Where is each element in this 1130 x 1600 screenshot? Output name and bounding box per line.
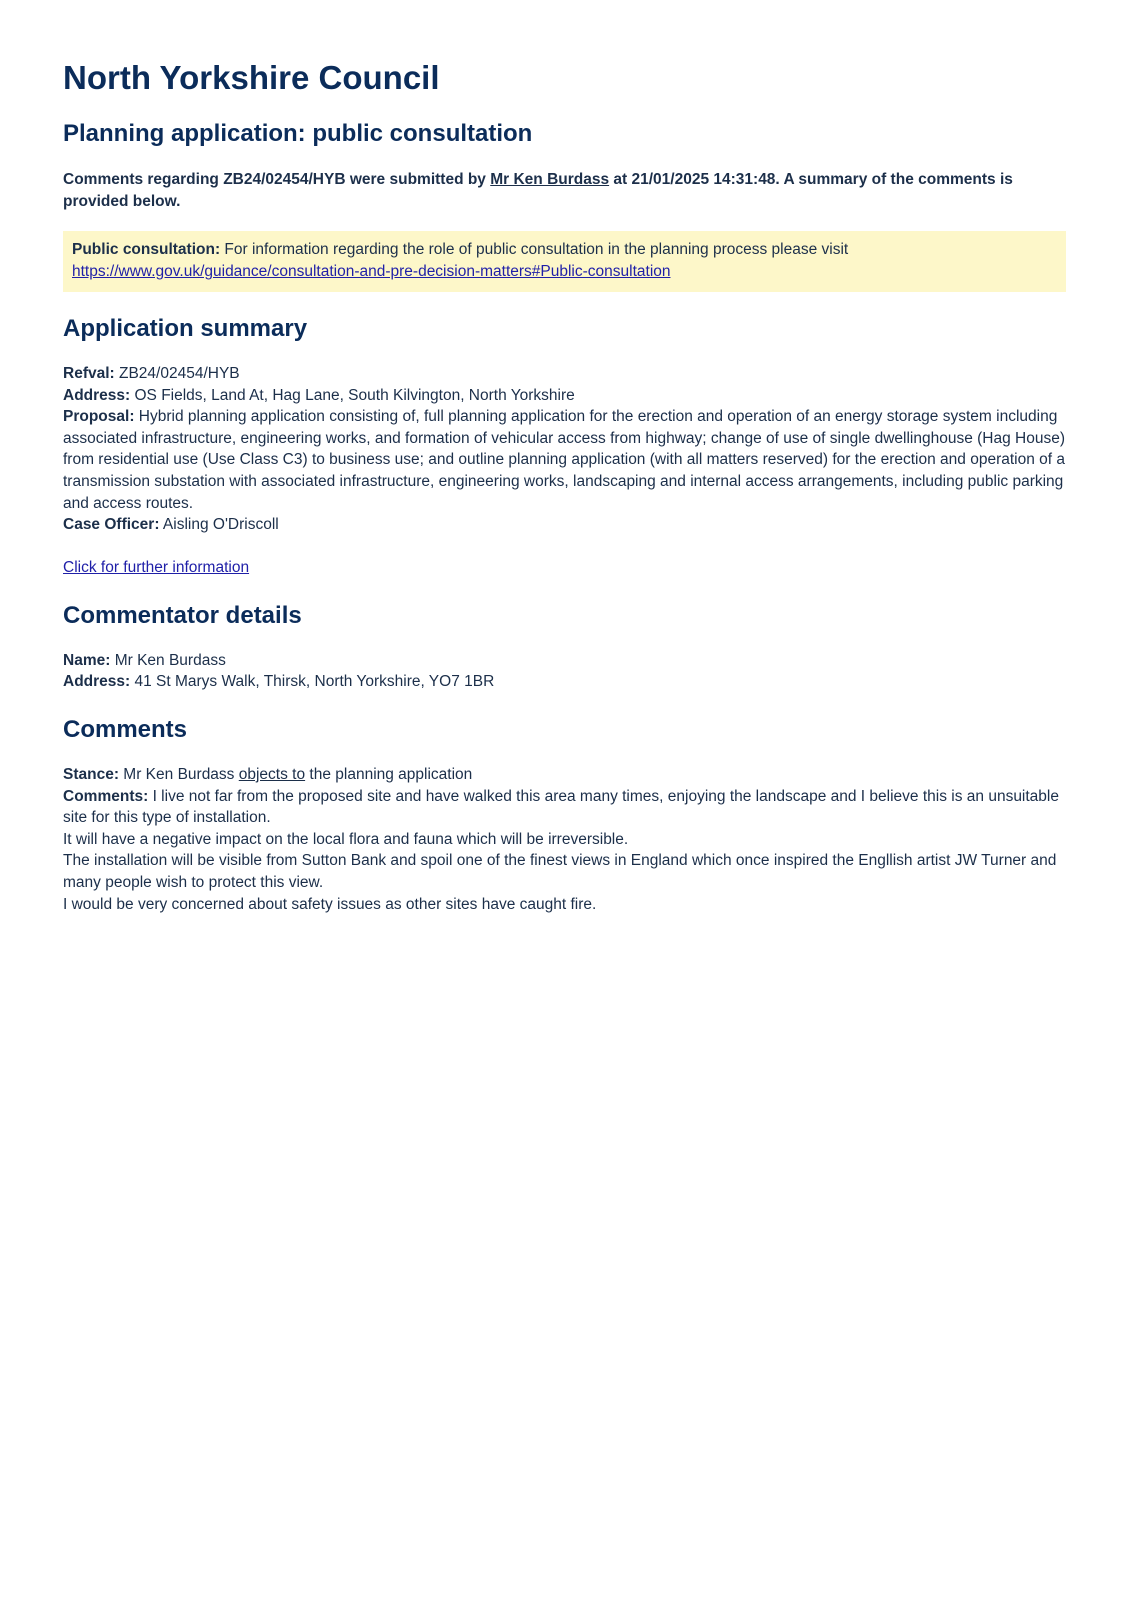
refval-value: ZB24/02454/HYB xyxy=(114,365,240,382)
comment-line-1: I live not far from the proposed site and have walked this area many times, enjoying the landscape and I believe this is an unsuitable site for this type of installation. xyxy=(63,787,1059,827)
case-officer-label: Case Officer: xyxy=(63,516,160,534)
stance-row xyxy=(63,764,1066,786)
commentator-name-value: Mr Ken Burdass xyxy=(110,651,226,669)
further-info-row xyxy=(63,557,1066,579)
council-name: North Yorkshire Council xyxy=(63,59,440,96)
commentator-address-row xyxy=(63,671,1066,693)
refval-label: Refval: xyxy=(63,365,115,382)
application-address-label: Address: xyxy=(63,386,131,404)
comment-line-2: It will have a negative impact on the local flora and fauna which will be irreversible. xyxy=(63,830,629,848)
intro-suffix: at 21/01/2025 14:31:48. A summary of the comments is provided below. xyxy=(63,171,1013,210)
proposal-label: Proposal: xyxy=(63,408,135,426)
application-address-row xyxy=(63,385,1066,407)
commentator-details-title: Commentator details xyxy=(63,601,302,629)
commentator-name-label: Name: xyxy=(63,651,111,669)
page-title: Planning application: public consultation xyxy=(63,120,533,147)
comments-section xyxy=(63,764,1066,915)
proposal-value: Hybrid planning application consisting of, full planning application for the erection and operation of an energy storage system including associated infrastructure, engineering works, and formation of vehicular access from highway; change of use of single dwellinghouse (Hag House) from residential use (Use Class C3) to business use; and outline planning application (with all matters reserved) for the erection and operation of a transmission substation with associated infrastructure, engineering works, landscaping and internal access arrangements, including public parking and access routes. xyxy=(63,408,1066,512)
case-officer-row xyxy=(63,514,1066,536)
commentator-address-value: 41 St Marys Walk, Thirsk, North Yorkshire, YO7 1BR xyxy=(130,673,495,691)
notice-text: For information regarding the role of public consultation in the planning process please visit xyxy=(220,241,849,258)
public-consultation-notice xyxy=(63,231,1066,292)
commentator-name-row xyxy=(63,650,1066,672)
application-address-value: OS Fields, Land At, Hag Lane, South Kilvington, North Yorkshire xyxy=(130,386,575,404)
stance-prefix: Mr Ken Burdass xyxy=(119,765,239,783)
comment-line-4: I would be very concerned about safety issues as other sites have caught fire. xyxy=(63,895,597,913)
consultation-guidance-link[interactable]: https://www.gov.uk/guidance/consultation-and-pre-decision-matters#Public-consultation xyxy=(72,263,671,280)
commentator-details xyxy=(63,650,1066,693)
notice-label: Public consultation: xyxy=(72,241,221,258)
further-information-link[interactable]: Click for further information xyxy=(63,558,250,576)
stance-label: Stance: xyxy=(63,765,119,783)
comments-title: Comments xyxy=(63,715,188,743)
refval-row xyxy=(63,363,1066,385)
commentator-address-label: Address: xyxy=(63,673,131,691)
comments-row xyxy=(63,786,1066,829)
application-summary xyxy=(63,363,1066,536)
stance-suffix: the planning application xyxy=(305,765,473,783)
comments-label: Comments: xyxy=(63,787,149,805)
commentator-link[interactable]: Mr Ken Burdass xyxy=(490,171,610,188)
stance-link[interactable]: objects to xyxy=(238,765,306,783)
intro-summary xyxy=(63,169,1066,213)
comment-line-3: The installation will be visible from Sutton Bank and spoil one of the finest views in England which once inspired the Engllish artist JW Turner and many people wish to protect this view. xyxy=(63,852,1057,891)
application-summary-title: Application summary xyxy=(63,315,308,342)
case-officer-value: Aisling O'Driscoll xyxy=(159,516,279,534)
intro-prefix: Comments regarding ZB24/02454/HYB were submitted by xyxy=(63,171,491,188)
proposal-row xyxy=(63,406,1066,514)
